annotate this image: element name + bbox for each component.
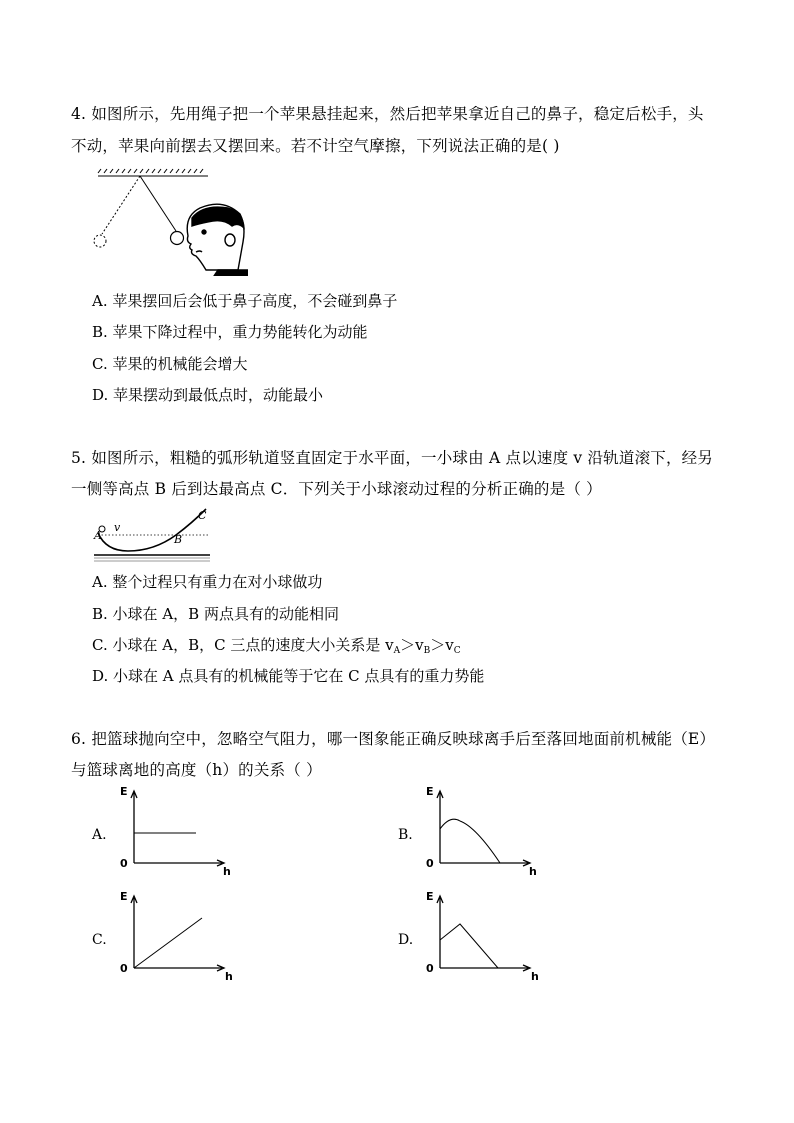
q4-option-d[interactable]: D. 苹果摆动到最低点时，动能最小 [92, 386, 324, 404]
label-v: v [114, 521, 121, 534]
label-a: A [94, 529, 102, 542]
graph-b-curve [440, 819, 500, 863]
graph-a-option-label: A. [92, 827, 107, 843]
q5-option-a[interactable]: A. 整个过程只有重力在对小球做功 [92, 573, 323, 591]
q4-pendulum-figure [88, 166, 248, 276]
q4-stem-line1: 4. 如图所示，先用绳子把一个苹果悬挂起来，然后把苹果拿近自己的鼻子，稳定后松手，头 [71, 105, 704, 123]
graph-c-option-label: C. [92, 932, 107, 948]
string-dashed [102, 176, 140, 234]
label-b: B [174, 533, 183, 546]
graph-b-option-label: B. [398, 827, 413, 843]
graph-d-option-label: D. [398, 932, 414, 948]
label-c: C [198, 509, 207, 522]
graph-b-y-label: E [426, 785, 434, 798]
q6-graph-d[interactable] [396, 890, 556, 985]
q5-stem-line1: 5. 如图所示，粗糙的弧形轨道竖直固定于水平面，一小球由 A 点以速度 v 沿轨道滚下，经另 [71, 449, 714, 467]
string-solid [140, 176, 176, 231]
graph-d-origin: 0 [426, 962, 434, 975]
velocity-relation: $v_A>v_B>v_C$ [385, 636, 461, 656]
q5-stem-line2: 一侧等高点 B 后到达最高点 C．下列关于小球滚动过程的分析正确的是（ ） [71, 480, 602, 498]
q5-track-figure [92, 503, 212, 563]
q5-option-b[interactable]: B. 小球在 A，B 两点具有的动能相同 [92, 605, 339, 623]
q6-graph-a[interactable] [90, 785, 250, 880]
graph-d-curve [440, 924, 498, 968]
q5-option-c-text: C. 小球在 A，B，C 三点的速度大小关系是 [92, 636, 386, 654]
q4-option-a[interactable]: A. 苹果摆回后会低于鼻子高度，不会碰到鼻子 [92, 292, 398, 310]
q4-option-b[interactable]: B. 苹果下降过程中，重力势能转化为动能 [92, 323, 368, 341]
graph-c-curve [134, 918, 202, 968]
graph-a-y-label: E [120, 785, 128, 798]
q6-graph-c[interactable] [90, 890, 250, 985]
ceiling-hatch [98, 169, 208, 176]
graph-c-origin: 0 [120, 962, 128, 975]
boy-head [187, 204, 248, 276]
q6-stem-line1: 6. 把篮球抛向空中，忽略空气阻力，哪一图象能正确反映球离手后至落回地面前机械能（E） [71, 730, 716, 748]
graph-b-origin: 0 [426, 857, 434, 870]
apple-dashed [94, 235, 106, 247]
q5-option-c[interactable] [92, 634, 461, 656]
q4-option-c[interactable]: C. 苹果的机械能会增大 [92, 355, 248, 373]
q6-graph-b[interactable] [396, 785, 556, 880]
graph-c-x-label: h [225, 970, 233, 983]
q6-stem-line2: 与篮球离地的高度（h）的关系（ ） [71, 761, 322, 779]
graph-a-x-label: h [223, 865, 231, 878]
graph-d-y-label: E [426, 890, 434, 903]
graph-c-y-label: E [120, 890, 128, 903]
graph-d-x-label: h [531, 970, 539, 983]
q5-option-d[interactable]: D. 小球在 A 点具有的机械能等于它在 C 点具有的重力势能 [92, 667, 485, 685]
q4-stem-line2: 不动，苹果向前摆去又摆回来。若不计空气摩擦，下列说法正确的是( ) [71, 137, 560, 155]
graph-b-x-label: h [529, 865, 537, 878]
apple [171, 232, 184, 245]
graph-a-origin: 0 [120, 857, 128, 870]
